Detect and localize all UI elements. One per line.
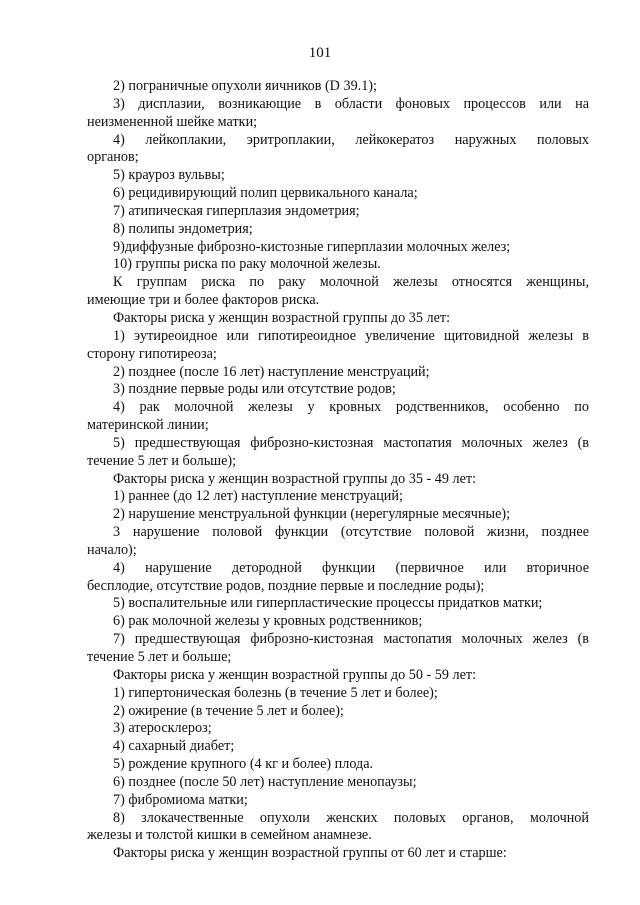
text-line: неизмененной шейке матки; [87,113,258,130]
text-line: Факторы риска у женщин возрастной группы до 35 лет: [113,309,451,326]
text-line: начало); [87,541,137,558]
text-line: сторону гипотиреоза; [87,345,217,362]
text-line: Факторы риска у женщин возрастной группы от 60 лет и старше: [113,845,507,862]
text-line: течение 5 лет и больше); [87,452,237,469]
text-line: 4) лейкоплакии, эритроплакии, лейкокератоз наружных половых [113,131,589,148]
text-line: 4) нарушение детородной функции (первичное или вторичное [113,559,589,576]
text-line: 5) воспалительные или гиперпластические процессы придатков матки; [113,595,543,612]
text-line: 1) эутиреоидное или гипотиреоидное увеличение щитовидной железы в [113,327,589,344]
text-line: 10) группы риска по раку молочной железы. [113,256,381,273]
text-line: Факторы риска у женщин возрастной группы до 35 - 49 лет: [113,470,477,487]
text-line: 2) пограничные опухоли яичников (D 39.1); [113,78,377,94]
document-body [87,78,589,863]
text-line: Факторы риска у женщин возрастной группы до 50 - 59 лет: [113,666,477,683]
text-line: 1) раннее (до 12 лет) наступление менструаций; [113,488,403,505]
text-line: 8) полипы эндометрия; [113,220,253,237]
text-line: течение 5 лет и больше; [87,649,232,665]
text-line: 3) поздние первые роды или отсутствие родов; [113,381,396,398]
text-line: 3 нарушение половой функции (отсутствие половой жизни, позднее [113,524,589,541]
text-line: 5) предшествующая фиброзно-кистозная мастопатия молочных желез (в [113,434,589,451]
text-line: 9)диффузные фиброзно-кистозные гиперплазии молочных желез; [113,238,511,255]
text-line: бесплодие, отсутствие родов, поздние первые и последние роды); [87,577,485,594]
text-line: 3) дисплазии, возникающие в области фоновых процессов или на [113,95,589,112]
text-line: 7) фибромиома матки; [113,791,248,808]
page-number: 101 [308,45,332,61]
text-line: 6) позднее (после 50 лет) наступление менопаузы; [113,773,417,790]
text-line: 3) атеросклероз; [113,720,212,737]
text-line: 2) позднее (после 16 лет) наступление менструаций; [113,363,430,380]
text-line: 7) предшествующая фиброзно-кистозная мастопатия молочных желез (в [113,631,589,648]
text-line: 6) рак молочной железы у кровных родственников; [113,613,423,630]
text-line: 8) злокачественные опухоли женских половых органов, молочной [113,809,589,826]
text-line: К группам риска по раку молочной железы относятся женщины, [113,274,589,291]
text-line: 6) рецидивирующий полип цервикального канала; [113,185,418,202]
text-line: 4) рак молочной железы у кровных родственников, особенно по [113,399,589,416]
text-line: 2) ожирение (в течение 5 лет и более); [113,702,344,719]
text-line: 1) гипертоническая болезнь (в течение 5 лет и более); [113,684,438,701]
text-line: 5) крауроз вульвы; [113,167,225,184]
text-line: материнской линии; [87,417,209,434]
text-line: железы и толстой кишки в семейном анамнезе. [87,827,372,844]
text-line: органов; [87,149,139,166]
text-line: 5) рождение крупного (4 кг и более) плода. [113,756,374,773]
text-line: 2) нарушение менструальной функции (нерегулярные месячные); [113,506,511,523]
text-line: имеющие три и более факторов риска. [87,292,320,309]
text-line: 7) атипическая гиперплазия эндометрия; [113,202,360,219]
text-line: 4) сахарный диабет; [113,738,235,755]
